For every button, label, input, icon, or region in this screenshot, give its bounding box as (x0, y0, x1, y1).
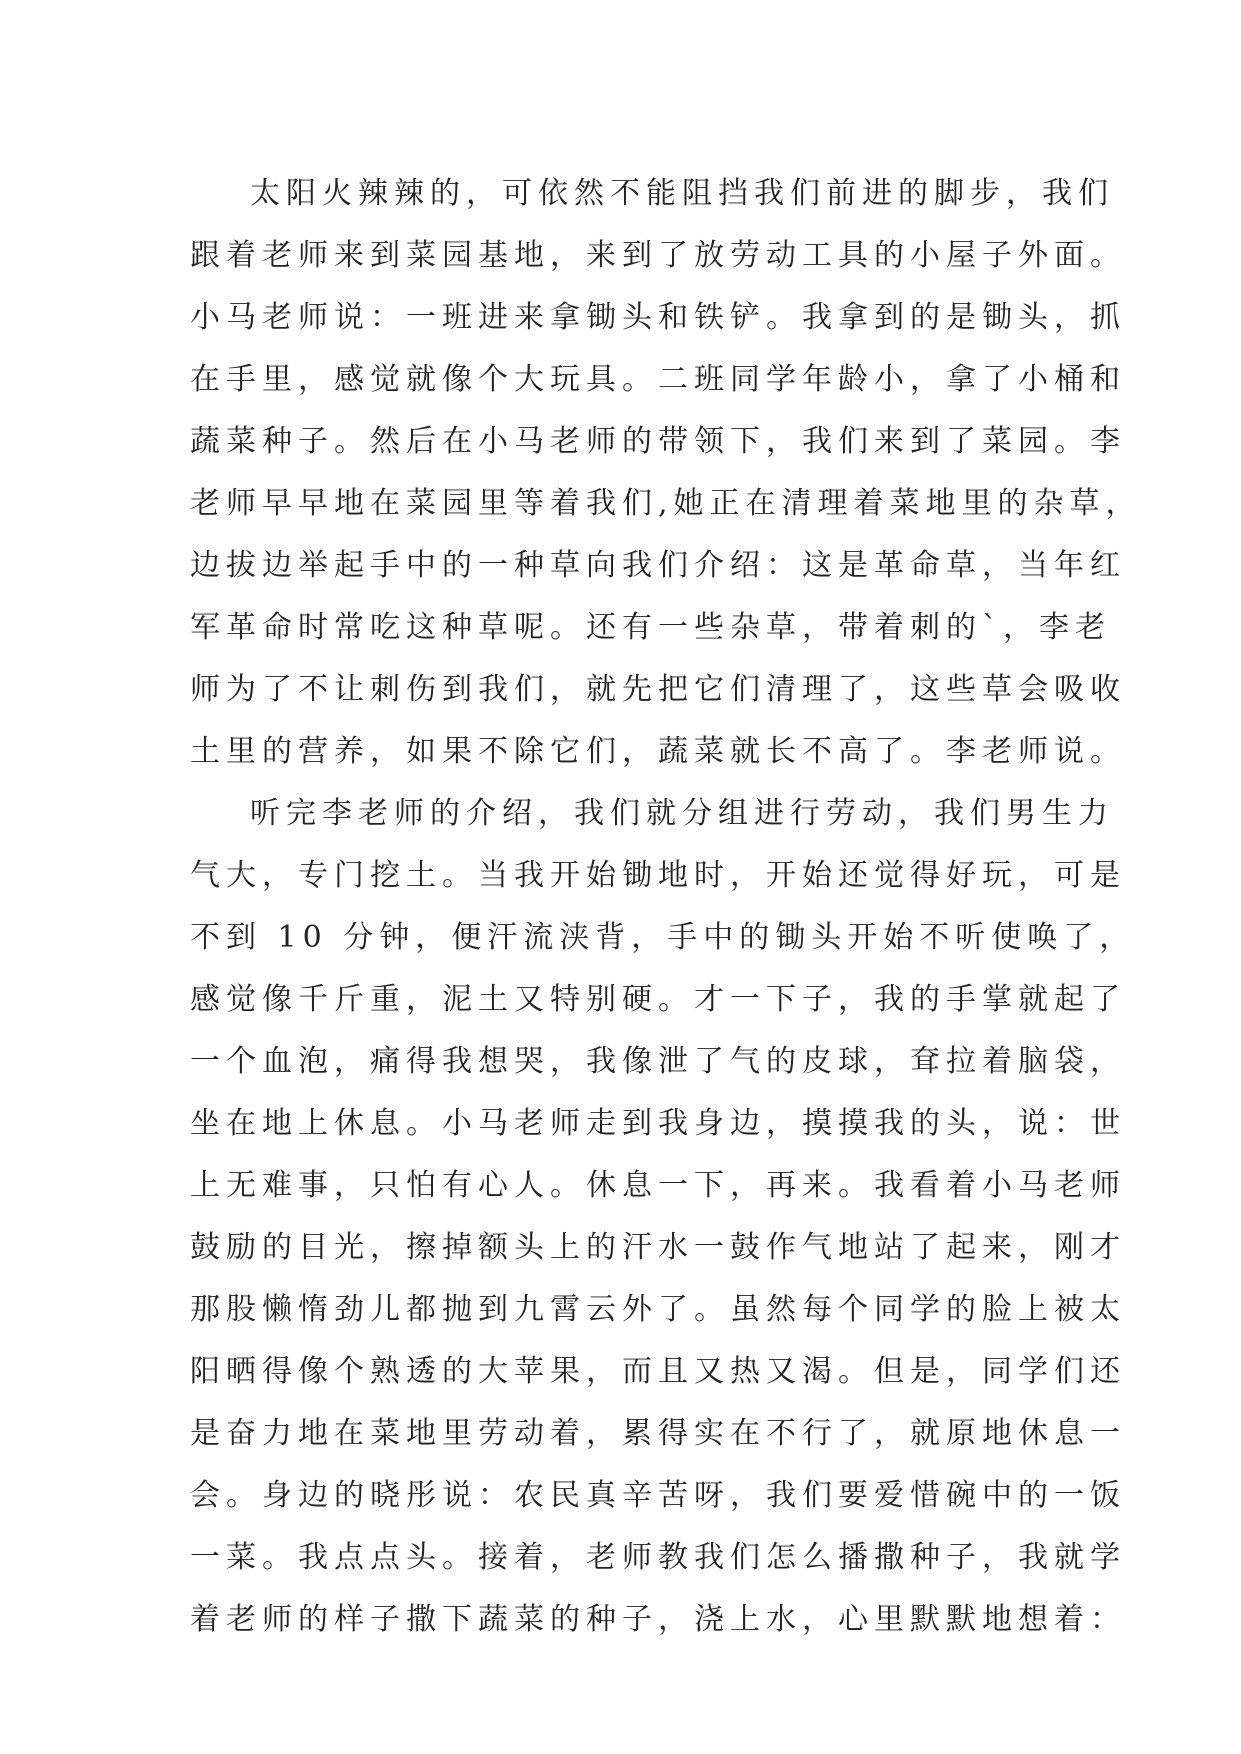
text-line: 会。身边的晓彤说：农民真辛苦呀，我们要爱惜碗中的一饭 (190, 1478, 1126, 1513)
document-body (190, 163, 1142, 1651)
text-line: 军革命时常吃这种草呢。还有一些杂草，带着刺的`，李老 (190, 610, 1111, 645)
paragraph-2 (190, 783, 1136, 1651)
text-line: 听完李老师的介绍，我们就分组进行劳动，我们男生力 (250, 796, 1114, 831)
text-line: 是奋力地在菜地里劳动着，累得实在不行了，就原地休息一 (190, 1416, 1126, 1451)
text-line: 阳晒得像个熟透的大苹果，而且又热又渴。但是，同学们还 (190, 1354, 1126, 1389)
paragraph-1 (190, 163, 1142, 783)
text-line: 边拔边举起手中的一种草向我们介绍：这是革命草，当年红 (190, 548, 1126, 583)
text-line: 那股懒惰劲儿都抛到九霄云外了。虽然每个同学的脸上被太 (190, 1292, 1126, 1327)
text-line: 坐在地上休息。小马老师走到我身边，摸摸我的头，说：世 (190, 1106, 1126, 1141)
text-line: 一个血泡，痛得我想哭，我像泄了气的皮球，耷拉着脑袋， (190, 1044, 1126, 1079)
text-line: 着老师的样子撒下蔬菜的种子，浇上水，心里默默地想着： (190, 1602, 1126, 1637)
text-line: 老师早早地在菜园里等着我们,她正在清理着菜地里的杂草， (190, 486, 1142, 521)
text-line: 在手里，感觉就像个大玩具。二班同学年龄小，拿了小桶和 (190, 362, 1126, 397)
text-line: 鼓励的目光，擦掉额头上的汗水一鼓作气地站了起来，刚才 (190, 1230, 1126, 1265)
text-line: 师为了不让刺伤到我们，就先把它们清理了，这些草会吸收 (190, 672, 1126, 707)
text-line: 感觉像千斤重，泥土又特别硬。才一下子，我的手掌就起了 (190, 982, 1126, 1017)
text-line: 太阳火辣辣的，可依然不能阻挡我们前进的脚步，我们 (250, 176, 1114, 211)
text-line: 小马老师说：一班进来拿锄头和铁铲。我拿到的是锄头，抓 (190, 300, 1126, 335)
text-line: 蔬菜种子。然后在小马老师的带领下，我们来到了菜园。李 (190, 424, 1126, 459)
text-line: 上无难事，只怕有心人。休息一下，再来。我看着小马老师 (190, 1168, 1126, 1203)
text-line: 不到 10 分钟，便汗流浃背，手中的锄头开始不听使唤了， (190, 920, 1136, 955)
text-line: 一菜。我点点头。接着，老师教我们怎么播撒种子，我就学 (190, 1540, 1126, 1575)
text-line: 土里的营养，如果不除它们，蔬菜就长不高了。李老师说。 (190, 734, 1126, 769)
text-line: 跟着老师来到菜园基地，来到了放劳动工具的小屋子外面。 (190, 238, 1126, 273)
text-line: 气大，专门挖土。当我开始锄地时，开始还觉得好玩，可是 (190, 858, 1126, 893)
